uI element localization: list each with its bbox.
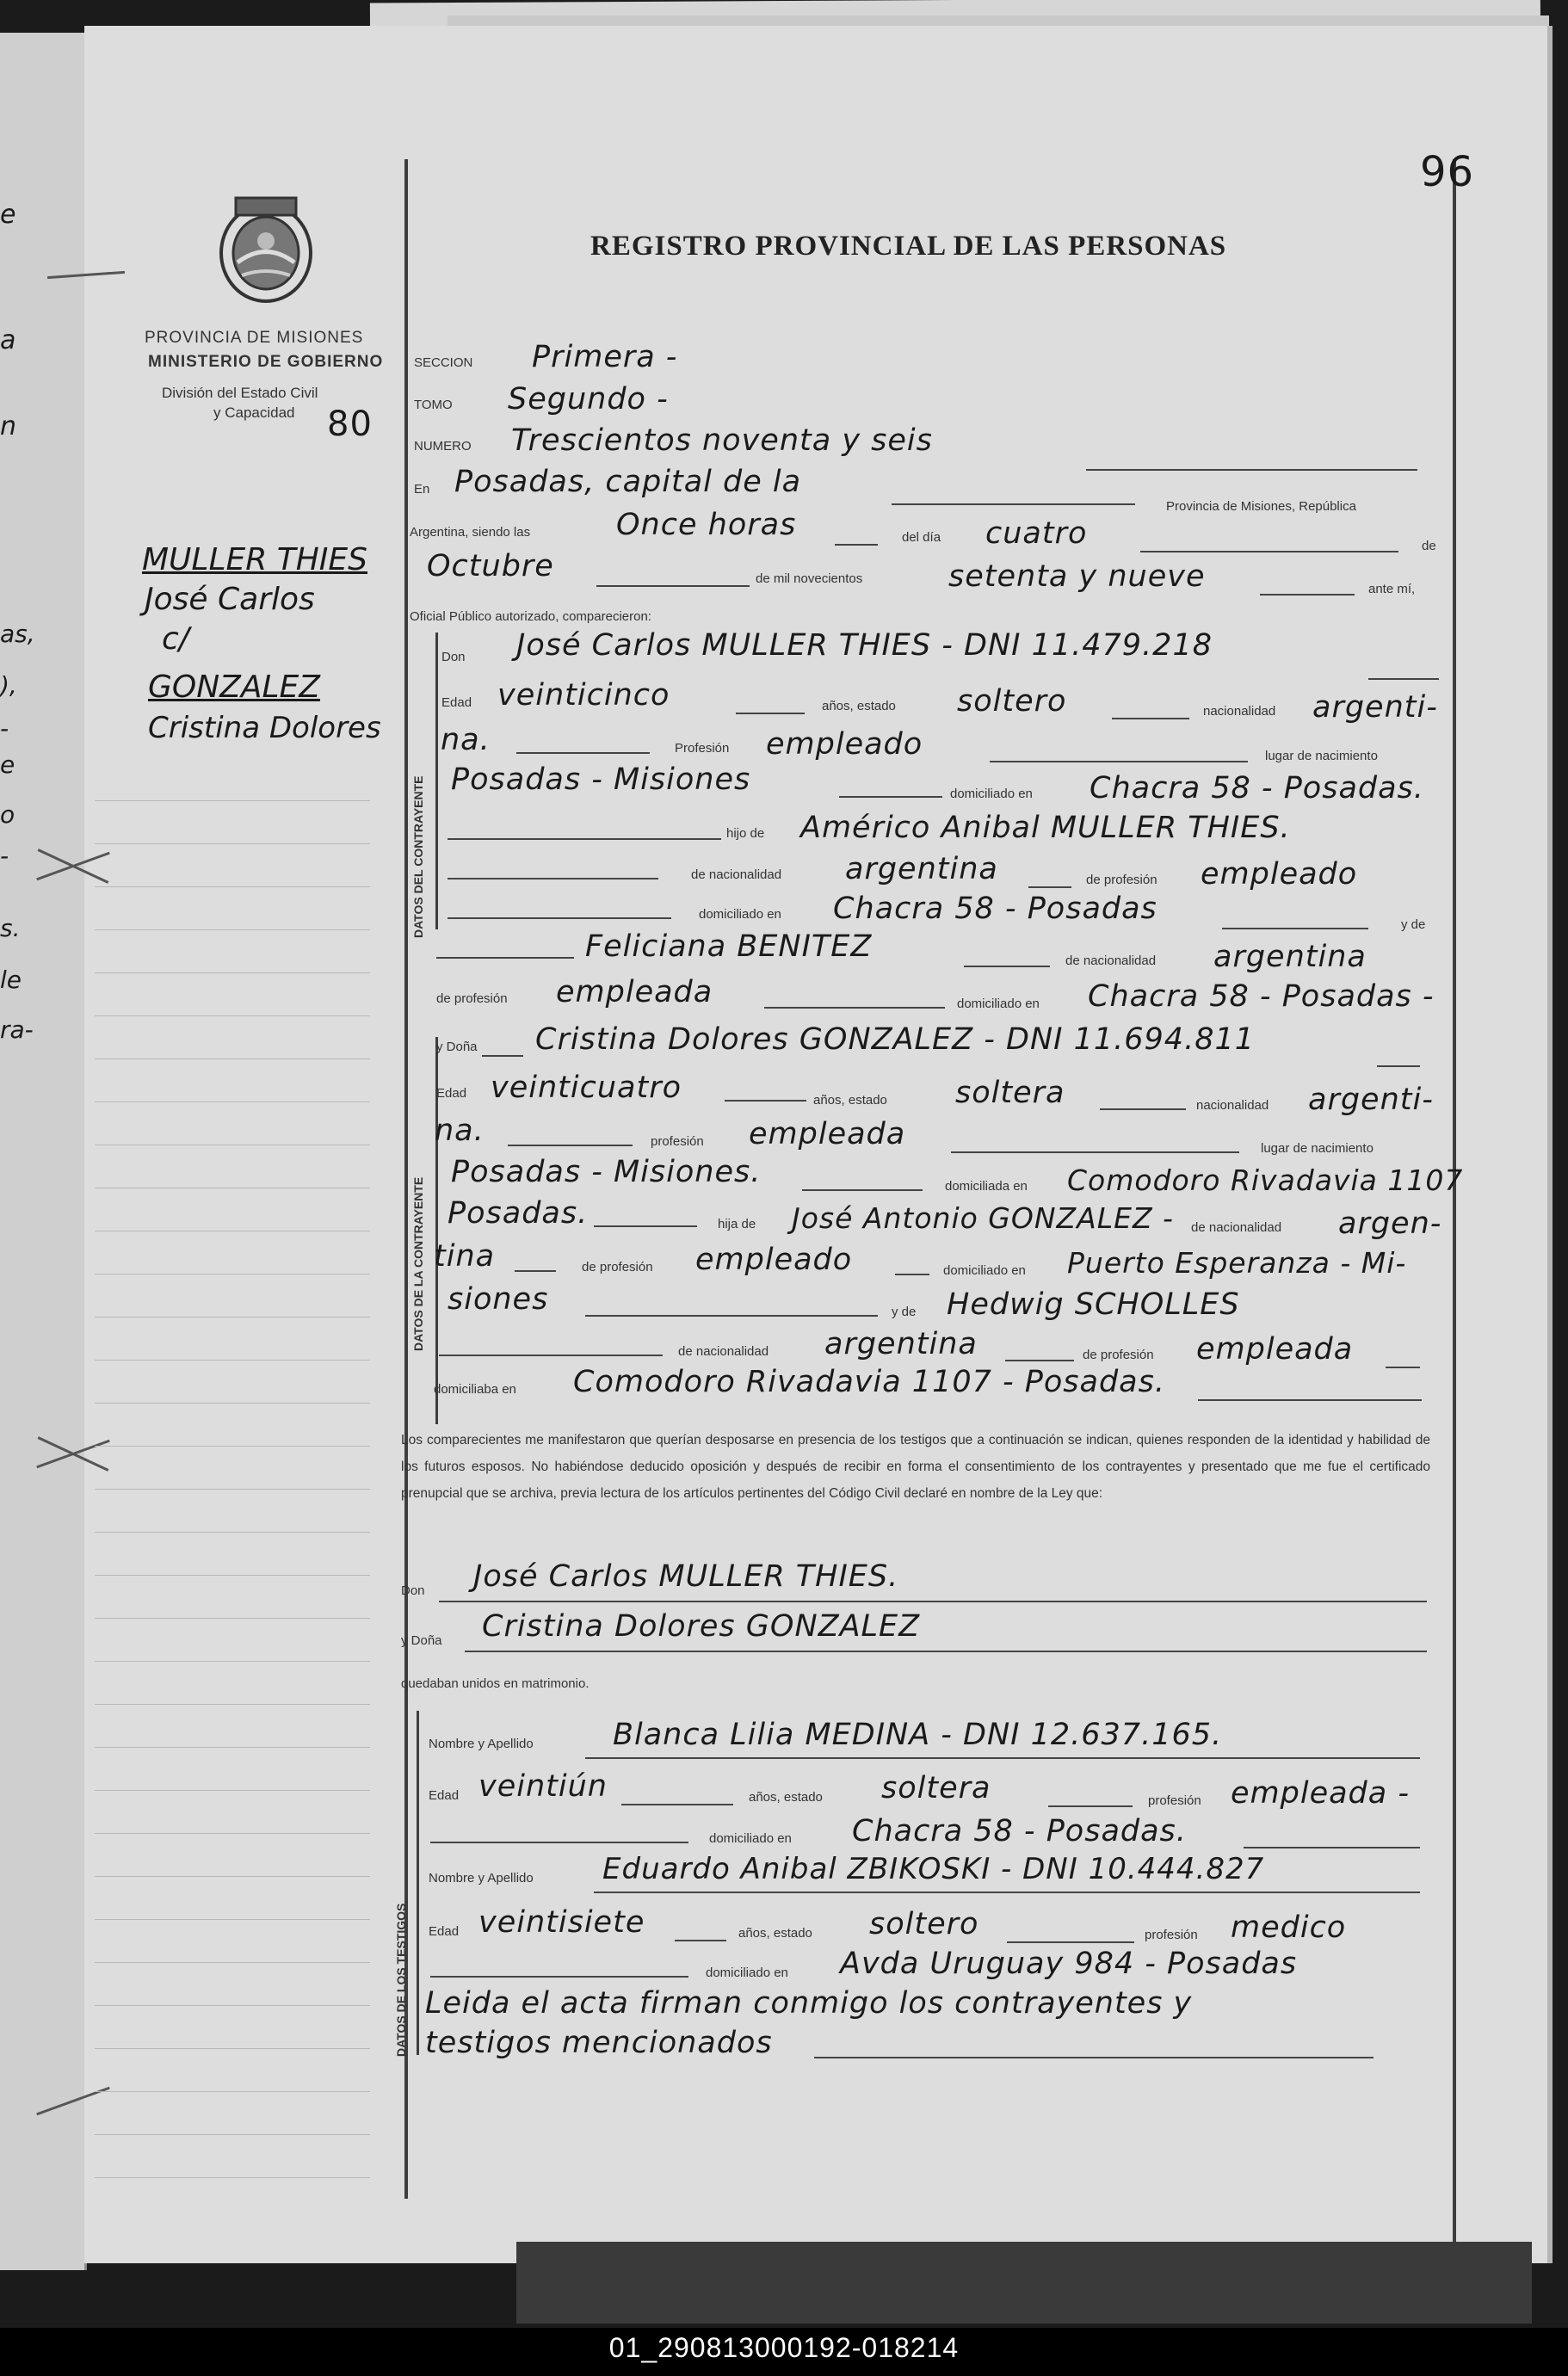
- ruled-line: [95, 1747, 370, 1748]
- fill-line: [430, 1976, 688, 1978]
- field-groom-mother-prof: empleada: [556, 975, 713, 1009]
- fill-line: [1005, 1360, 1074, 1361]
- label-de-nacionalidad: de nacionalidad: [691, 867, 782, 882]
- fill-line: [895, 1274, 929, 1275]
- fill-line: [621, 1804, 733, 1805]
- field-bride-name: Cristina Dolores GONZALEZ - DNI 11.694.811: [535, 1022, 1255, 1057]
- ruled-line: [95, 1446, 370, 1447]
- fill-line: [675, 1940, 726, 1941]
- fill-line: [1112, 718, 1189, 719]
- field-mes: Octubre: [427, 549, 554, 583]
- ruled-line: [95, 2005, 370, 2006]
- label-don: Don: [441, 650, 466, 664]
- label-de-profesion: de profesión: [436, 991, 508, 1006]
- fill-line: [439, 1355, 663, 1356]
- label-anos-estado: años, estado: [822, 699, 896, 713]
- fragment: a: [0, 325, 16, 355]
- ruled-line: [95, 929, 370, 930]
- ruled-line: [95, 1876, 370, 1877]
- field-bride-dom2: Posadas.: [448, 1196, 589, 1231]
- field-bride-domicile: Comodoro Rivadavia 1107: [1067, 1163, 1464, 1197]
- field-anio: setenta y nueve: [948, 559, 1206, 594]
- ruled-line: [95, 1790, 370, 1791]
- ruled-line: [95, 2177, 370, 2178]
- field-groom-mother-dom: Chacra 58 - Posadas -: [1088, 979, 1435, 1014]
- label-ante-mi: ante mí,: [1368, 582, 1416, 596]
- field-groom-domicile: Chacra 58 - Posadas.: [1090, 771, 1424, 805]
- page-number: 96: [1420, 148, 1475, 196]
- coat-of-arms-icon: [212, 189, 320, 310]
- field-groom-name: José Carlos MULLER THIES - DNI 11.479.218: [516, 628, 1213, 663]
- field-w2-dom: Avda Uruguay 984 - Posadas: [840, 1947, 1298, 1981]
- side-label-bride: DATOS DE LA CONTRAYENTE: [411, 1176, 425, 1351]
- field-w1-name: Blanca Lilia MEDINA - DNI 12.637.165.: [613, 1718, 1223, 1752]
- field-groom-status: soltero: [957, 684, 1067, 719]
- legal-paragraph: Los comparecientes me manifestaron que querían desposarse en presencia de los testigos que a continuación se indican, quienes responden de la identidad y habilidad de los futuros esposos. No habiéndose deducido oposición y después de recibir en forma el consentimiento de los contrayentes y presentado que me fue el certificado prenupcial que se archiva, previa lectura de los artículos pertinentes del Código Civil declaré en nombre de la Ley que:: [401, 1433, 1430, 1501]
- division-label: División del Estado Civil: [162, 385, 318, 401]
- field-groom-father-nat: argentina: [845, 852, 998, 886]
- fill-line: [814, 2057, 1374, 2058]
- label-don: Don: [401, 1583, 425, 1598]
- label-nombre-apellido: Nombre y Apellido: [429, 1737, 534, 1751]
- fill-line: [430, 1842, 688, 1843]
- fill-line: [802, 1189, 923, 1191]
- ruled-line: [95, 2091, 370, 2092]
- fragment: o: [0, 800, 15, 829]
- field-bride-father-dom: Puerto Esperanza - Mi-: [1067, 1246, 1407, 1280]
- field-w1-status: soltera: [881, 1771, 991, 1805]
- fill-line: [764, 1007, 945, 1009]
- fill-line: [448, 878, 658, 879]
- field-bride-mother-nat: argentina: [824, 1327, 978, 1361]
- fragment: n: [0, 411, 17, 441]
- fill-line: [585, 1315, 878, 1317]
- fragment: e: [0, 200, 16, 230]
- label-profesion-lc: profesión: [1145, 1928, 1198, 1942]
- ruled-line: [95, 886, 370, 887]
- ministry-label: MINISTERIO DE GOBIERNO: [148, 353, 384, 371]
- ruled-line: [95, 1661, 370, 1662]
- field-w2-age: veintisiete: [478, 1905, 645, 1940]
- fill-line: [508, 1145, 633, 1146]
- right-rule: [1453, 159, 1456, 2242]
- fill-line: [839, 796, 942, 798]
- label-de-profesion: de profesión: [582, 1260, 653, 1274]
- label-profesion: Profesión: [675, 741, 730, 756]
- fill-line: [515, 1270, 556, 1272]
- label-nacionalidad: nacionalidad: [1203, 704, 1276, 719]
- fill-line: [585, 1757, 1420, 1759]
- ruled-line: [95, 1575, 370, 1576]
- label-domiciliado: domiciliado en: [950, 787, 1033, 801]
- margin-groom-surname: MULLER THIES: [142, 542, 368, 577]
- label-en: En: [414, 482, 430, 497]
- field-w1-dom: Chacra 58 - Posadas.: [852, 1814, 1187, 1848]
- field-groom-mother: Feliciana BENITEZ: [585, 929, 873, 964]
- label-de-nacionalidad: de nacionalidad: [1065, 953, 1157, 968]
- field-bride-mother-dom: Comodoro Rivadavia 1107 - Posadas.: [573, 1365, 1165, 1399]
- field-groom-nat2: na.: [441, 723, 491, 757]
- field-w2-prof: medico: [1231, 1910, 1347, 1945]
- ruled-line: [95, 1833, 370, 1834]
- field-groom-father-prof: empleado: [1201, 857, 1358, 892]
- field-bride-mother: Hedwig SCHOLLES: [947, 1287, 1240, 1322]
- ruled-line: [95, 843, 370, 844]
- margin-rule: [404, 159, 408, 2199]
- label-y-de: y de: [892, 1305, 917, 1319]
- ruled-line: [95, 1618, 370, 1619]
- label-quedaban: quedaban unidos en matrimonio.: [401, 1676, 590, 1691]
- field-numero: Trescientos noventa y seis: [511, 423, 933, 458]
- ruled-line: [95, 1919, 370, 1920]
- province-label: PROVINCIA DE MISIONES: [145, 329, 364, 347]
- fill-line: [1086, 469, 1417, 471]
- label-oficial: Oficial Público autorizado, comparecieron:: [410, 609, 651, 624]
- closing-line-2: testigos mencionados: [425, 2026, 773, 2060]
- margin-connector: c/: [162, 621, 189, 657]
- fill-line: [594, 1892, 1420, 1893]
- label-domiciliaba: domiciliaba en: [434, 1382, 516, 1397]
- fragment: s.: [0, 914, 21, 942]
- field-w2-status: soltero: [869, 1907, 979, 1941]
- document-title: REGISTRO PROVINCIAL DE LAS PERSONAS: [590, 231, 1227, 262]
- ruled-line: [95, 1317, 370, 1318]
- field-decl-dona: Cristina Dolores GONZALEZ: [482, 1609, 921, 1644]
- label-domiciliado: domiciliado en: [943, 1263, 1026, 1278]
- fill-line: [951, 1151, 1239, 1153]
- fill-line: [1198, 1399, 1422, 1401]
- field-bride-age: veinticuatro: [491, 1071, 682, 1105]
- field-w1-age: veintiún: [478, 1769, 608, 1804]
- ruled-line: [95, 2134, 370, 2135]
- fragment: -: [0, 714, 9, 743]
- fill-line: [1048, 1805, 1133, 1807]
- label-de-mil: de mil novecientos: [756, 571, 863, 586]
- fill-line: [596, 585, 750, 587]
- label-anos-estado: años, estado: [813, 1093, 887, 1108]
- field-bride-father: José Antonio GONZALEZ -: [792, 1201, 1174, 1235]
- image-caption: 01_290813000192-018214: [608, 2332, 960, 2363]
- field-bride-birthplace: Posadas - Misiones.: [451, 1155, 762, 1189]
- field-w1-prof: empleada -: [1231, 1776, 1410, 1811]
- fill-line: [516, 752, 650, 754]
- label-anos-estado: años, estado: [749, 1790, 823, 1805]
- field-bride-prof: empleada: [749, 1117, 906, 1151]
- margin-bride-surname: GONZALEZ: [148, 670, 320, 705]
- fill-line: [1100, 1108, 1186, 1110]
- fill-line: [482, 1055, 523, 1057]
- fill-line: [439, 1601, 1427, 1602]
- label-provincia: Provincia de Misiones, República: [1166, 499, 1356, 514]
- field-bride-father-nat: argen-: [1338, 1207, 1442, 1241]
- label-lugar-nac: lugar de nacimiento: [1261, 1141, 1374, 1156]
- label-de-profesion: de profesión: [1083, 1348, 1154, 1362]
- fill-line: [964, 966, 1050, 967]
- field-w2-name: Eduardo Anibal ZBIKOSKI - DNI 10.444.827: [602, 1852, 1265, 1886]
- fill-line: [1028, 886, 1071, 888]
- ruled-line: [95, 1489, 370, 1490]
- fill-line: [892, 503, 1135, 505]
- field-tomo: Segundo -: [508, 382, 669, 417]
- fill-line: [1007, 1941, 1134, 1943]
- field-bride-father-nat2: tina: [434, 1239, 496, 1274]
- ruled-line: [95, 1015, 370, 1016]
- fragment: e: [0, 750, 15, 779]
- ruled-line: [95, 1704, 370, 1705]
- shadow-strip: [516, 2242, 1532, 2324]
- fill-line: [1140, 551, 1398, 552]
- label-y-de: y de: [1401, 917, 1426, 932]
- fill-line: [725, 1100, 806, 1102]
- fill-line: [1244, 1847, 1420, 1848]
- fill-line: [736, 713, 805, 714]
- section-rule-groom: [435, 633, 438, 929]
- fill-line: [1260, 594, 1355, 596]
- fill-line: [594, 1225, 697, 1227]
- ruled-line: [95, 800, 370, 801]
- left-page: [0, 33, 87, 2270]
- closing-line-1: Leida el acta firman conmigo los contrayentes y: [425, 1986, 1193, 2021]
- field-decl-don: José Carlos MULLER THIES.: [473, 1559, 899, 1594]
- field-groom-birthplace: Posadas - Misiones: [451, 762, 751, 797]
- label-argentina: Argentina, siendo las: [410, 525, 531, 540]
- label-domiciliado: domiciliado en: [957, 997, 1040, 1011]
- label-edad: Edad: [429, 1788, 460, 1803]
- label-edad: Edad: [436, 1086, 467, 1101]
- side-label-groom: DATOS DEL CONTRAYENTE: [411, 775, 425, 938]
- label-de-profesion: de profesión: [1086, 873, 1157, 887]
- label-anos-estado: años, estado: [738, 1926, 812, 1941]
- fill-line: [1222, 928, 1368, 929]
- fill-line: [448, 838, 721, 840]
- fill-line: [448, 917, 671, 919]
- fill-line: [465, 1651, 1427, 1652]
- margin-bride-name: Cristina Dolores: [148, 711, 381, 745]
- field-bride-father-prof: empleado: [695, 1243, 853, 1277]
- capacity-label: y Capacidad: [213, 404, 295, 421]
- field-bride-mother-prof: empleada: [1196, 1332, 1354, 1367]
- label-profesion-lc: profesión: [1148, 1793, 1201, 1808]
- label-lugar-nac: lugar de nacimiento: [1265, 749, 1378, 763]
- field-horas: Once horas: [616, 508, 797, 542]
- label-de-nacionalidad: de nacionalidad: [678, 1344, 769, 1359]
- label-domiciliado: domiciliado en: [699, 907, 781, 922]
- field-bride-father-dom2: siones: [448, 1282, 549, 1317]
- fill-line: [990, 761, 1248, 762]
- ruled-line: [95, 972, 370, 973]
- fragment: ra-: [0, 1015, 34, 1044]
- ruled-line: [95, 1403, 370, 1404]
- section-rule-witnesses: [417, 1711, 419, 2055]
- label-domiciliado: domiciliado en: [709, 1831, 792, 1846]
- label-y-dona: y Doña: [436, 1040, 478, 1054]
- label-hija-de: hija de: [718, 1217, 756, 1231]
- field-dia: cuatro: [985, 516, 1088, 551]
- initials-signature: 80: [327, 404, 373, 444]
- label-del-dia: del día: [902, 530, 941, 545]
- fragment: le: [0, 966, 22, 994]
- field-groom-father-dom: Chacra 58 - Posadas: [833, 892, 1157, 926]
- label-domiciliado: domiciliado en: [706, 1966, 788, 1980]
- label-edad: Edad: [441, 695, 472, 710]
- field-seccion: Primera -: [532, 340, 678, 374]
- ruled-line: [95, 2048, 370, 2049]
- field-bride-nat2: na.: [435, 1114, 485, 1148]
- label-domiciliada: domiciliada en: [945, 1179, 1028, 1194]
- field-bride-nat: argenti-: [1308, 1083, 1434, 1117]
- label-nacionalidad: nacionalidad: [1196, 1098, 1269, 1113]
- field-groom-mother-nat: argentina: [1213, 940, 1367, 974]
- label-de-nacionalidad: de nacionalidad: [1191, 1220, 1282, 1235]
- label-seccion: SECCION: [414, 355, 473, 370]
- fragment: as,: [0, 620, 35, 648]
- label-de: de: [1422, 539, 1436, 553]
- label-numero: NUMERO: [414, 439, 472, 454]
- ruled-line: [95, 1058, 370, 1059]
- label-profesion-lc: profesión: [651, 1134, 704, 1149]
- field-groom-age: veinticinco: [497, 678, 670, 713]
- fill-line: [1386, 1367, 1420, 1368]
- ruled-line: [95, 1360, 370, 1361]
- label-y-dona: y Doña: [401, 1633, 442, 1648]
- fragment: ),: [0, 671, 17, 700]
- field-groom-father: Américo Anibal MULLER THIES.: [800, 811, 1291, 845]
- label-hijo-de: hijo de: [726, 826, 765, 841]
- margin-groom-name: José Carlos: [145, 582, 315, 617]
- fill-line: [1377, 1065, 1420, 1067]
- field-bride-status: soltera: [955, 1076, 1065, 1110]
- fill-line: [436, 957, 574, 959]
- label-edad: Edad: [429, 1924, 460, 1939]
- label-nombre-apellido: Nombre y Apellido: [429, 1871, 534, 1885]
- ruled-line: [95, 1532, 370, 1533]
- fill-line: [835, 544, 878, 546]
- field-groom-prof: empleado: [766, 727, 923, 762]
- fill-line: [1368, 678, 1439, 680]
- side-label-witnesses: DATOS DE LOS TESTIGOS: [394, 1903, 408, 2057]
- fragment: -: [0, 842, 9, 870]
- label-tomo: TOMO: [414, 398, 453, 412]
- field-groom-nat: argenti-: [1312, 690, 1438, 725]
- field-en: Posadas, capital de la: [454, 465, 802, 499]
- ruled-line: [95, 1962, 370, 1963]
